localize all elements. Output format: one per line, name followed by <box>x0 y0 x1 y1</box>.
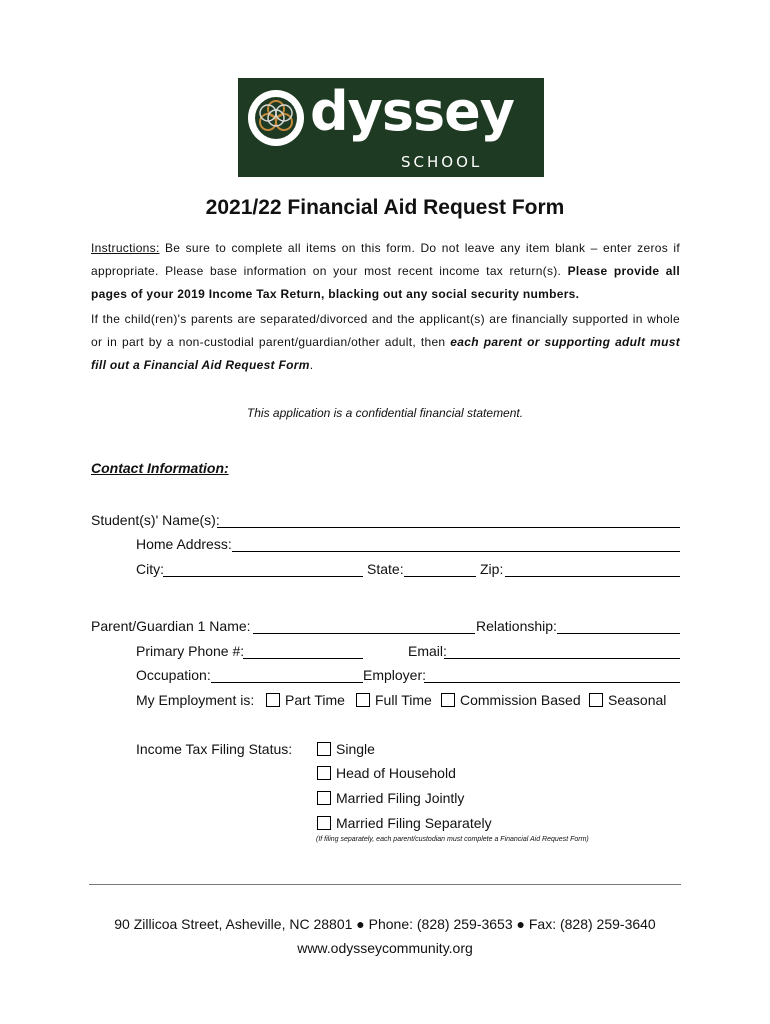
contact-section-title: Contact Information: <box>91 460 229 476</box>
tax-head-household[interactable] <box>317 763 456 783</box>
employment-seasonal[interactable] <box>589 690 666 710</box>
full-time-checkbox[interactable] <box>356 693 370 707</box>
tax-married-separately[interactable] <box>317 813 492 833</box>
married-jointly-checkbox[interactable] <box>317 791 331 805</box>
zip-label: Zip: <box>480 561 504 577</box>
phone-field[interactable] <box>243 658 363 659</box>
instructions-text: Be sure to complete all items on this form. Do not leave any item blank – enter zeros if appropriate. Please base information on your most recent income tax return(s). <box>91 241 680 278</box>
logo-sub-text: SCHOOL <box>401 153 483 171</box>
occupation-label: Occupation: <box>136 667 211 683</box>
logo-brand-text: dyssey <box>310 80 514 143</box>
separation-bold-italic: each parent or supporting adult must fill out a Financial Aid Request Form <box>91 335 680 372</box>
zip-field[interactable] <box>505 576 680 577</box>
tax-status-label: Income Tax Filing Status: <box>136 741 293 757</box>
email-field[interactable] <box>444 658 680 659</box>
relationship-field[interactable] <box>557 633 680 634</box>
tax-note: (If filing separately, each parent/custodian must complete a Financial Aid Request Form) <box>316 836 589 843</box>
footer-divider <box>89 884 681 885</box>
state-field[interactable] <box>404 576 476 577</box>
commission-checkbox[interactable] <box>441 693 455 707</box>
home-address-field[interactable] <box>232 551 680 552</box>
footer-website[interactable]: www.odysseycommunity.org <box>297 940 473 956</box>
occupation-field[interactable] <box>211 682 363 683</box>
commission-label: Commission Based <box>460 692 581 708</box>
single-checkbox[interactable] <box>317 742 331 756</box>
separation-text: If the child(ren)'s parents are separated/divorced and the applicant(s) are financially supported in whole or in part by a non-custodial parent/guardian/other adult, then <box>91 312 680 349</box>
form-title: 2021/22 Financial Aid Request Form <box>205 196 565 219</box>
employment-commission[interactable] <box>441 690 581 710</box>
employment-part-time[interactable] <box>266 690 345 710</box>
city-field[interactable] <box>163 576 363 577</box>
single-label: Single <box>336 741 375 757</box>
tax-single[interactable] <box>317 739 375 759</box>
employment-full-time[interactable] <box>356 690 432 710</box>
students-label: Student(s)' Name(s): <box>91 512 220 528</box>
parent1-name-field[interactable] <box>253 633 475 634</box>
employment-label: My Employment is: <box>136 692 255 708</box>
relationship-label: Relationship: <box>476 618 557 634</box>
students-field[interactable] <box>217 527 680 528</box>
head-household-checkbox[interactable] <box>317 766 331 780</box>
school-logo <box>238 78 544 177</box>
email-label: Email: <box>408 643 447 659</box>
seasonal-label: Seasonal <box>608 692 667 708</box>
employer-field[interactable] <box>424 682 680 683</box>
instructions-label: Instructions: <box>91 241 160 255</box>
home-address-label: Home Address: <box>136 536 232 552</box>
footer-address: 90 Zillicoa Street, Asheville, NC 28801 ● Phone: (828) 259-3653 ● Fax: (828) 259-3640 <box>114 916 656 932</box>
tax-married-jointly[interactable] <box>317 788 464 808</box>
head-household-label: Head of Household <box>336 765 456 781</box>
city-label: City: <box>136 561 164 577</box>
phone-label: Primary Phone #: <box>136 643 245 659</box>
state-label: State: <box>367 561 404 577</box>
married-jointly-label: Married Filing Jointly <box>336 790 465 806</box>
married-separately-checkbox[interactable] <box>317 816 331 830</box>
separation-paragraph <box>91 308 680 377</box>
parent1-name-label: Parent/Guardian 1 Name: <box>91 618 251 634</box>
separation-end: . <box>309 358 314 372</box>
confidential-note: This application is a confidential financial statement. <box>246 406 524 420</box>
instructions-paragraph <box>91 237 680 306</box>
part-time-checkbox[interactable] <box>266 693 280 707</box>
seasonal-checkbox[interactable] <box>589 693 603 707</box>
instructions-bold-text: Please provide all pages of your 2019 Income Tax Return, blacking out any social security numbers. <box>91 264 680 301</box>
married-separately-label: Married Filing Separately <box>336 815 492 831</box>
employer-label: Employer: <box>363 667 427 683</box>
part-time-label: Part Time <box>285 692 345 708</box>
full-time-label: Full Time <box>375 692 432 708</box>
